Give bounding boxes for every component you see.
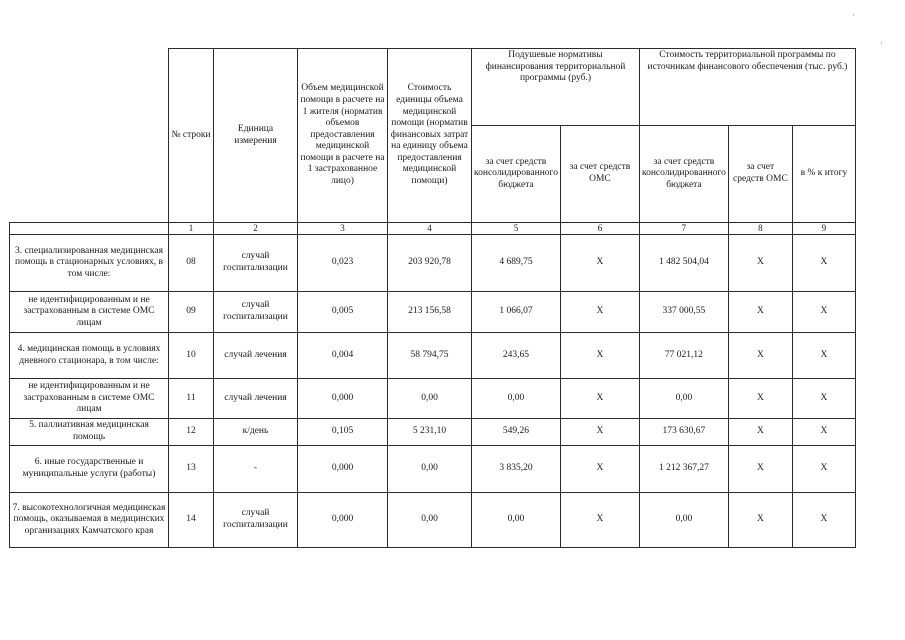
percent-cell: X — [792, 333, 855, 379]
scan-speck: · — [852, 10, 855, 20]
header-unit: Единица измерения — [214, 49, 298, 223]
cost-cell: 213 156,58 — [388, 292, 472, 333]
header-total-budget: за счет средств консолидированного бюджета — [639, 126, 728, 223]
unit-cell: случай госпитализации — [214, 493, 298, 548]
header-row-num: № строки — [169, 49, 214, 223]
column-number: 6 — [560, 223, 639, 235]
row-number: 10 — [169, 333, 214, 379]
row-label: не идентифицированным и не застрахованным в системе ОМС лицам — [10, 292, 169, 333]
column-number: 1 — [169, 223, 214, 235]
per-capita-oms-cell: X — [560, 493, 639, 548]
cost-cell: 203 920,78 — [388, 235, 472, 292]
per-capita-budget-cell: 549,26 — [472, 419, 561, 446]
total-budget-cell: 0,00 — [639, 493, 728, 548]
column-number: 3 — [298, 223, 388, 235]
header-program-cost-group: Стоимость территориальной программы по источникам финансового обеспечения (тыс. руб.) — [639, 49, 855, 126]
total-budget-cell: 77 021,12 — [639, 333, 728, 379]
header-row-top — [10, 49, 856, 126]
table-row — [10, 235, 856, 292]
row-label: 6. иные государственные и муниципальные услуги (работы) — [10, 446, 169, 493]
percent-cell: X — [792, 379, 855, 419]
table-row — [10, 292, 856, 333]
total-oms-cell: X — [728, 446, 792, 493]
unit-cell: к/день — [214, 419, 298, 446]
table-row — [10, 379, 856, 419]
unit-cell: случай госпитализации — [214, 235, 298, 292]
total-budget-cell: 337 000,55 — [639, 292, 728, 333]
column-number: 4 — [388, 223, 472, 235]
volume-cell: 0,000 — [298, 446, 388, 493]
cost-cell: 5 231,10 — [388, 419, 472, 446]
row-number: 09 — [169, 292, 214, 333]
per-capita-budget-cell: 4 689,75 — [472, 235, 561, 292]
table-row — [10, 493, 856, 548]
per-capita-budget-cell: 3 835,20 — [472, 446, 561, 493]
per-capita-oms-cell: X — [560, 446, 639, 493]
unit-cell: случай лечения — [214, 333, 298, 379]
total-oms-cell: X — [728, 235, 792, 292]
volume-cell: 0,000 — [298, 379, 388, 419]
row-label: не идентифицированным и не застрахованным в системе ОМС лицам — [10, 379, 169, 419]
table-row — [10, 419, 856, 446]
column-number: 8 — [728, 223, 792, 235]
per-capita-oms-cell: X — [560, 333, 639, 379]
total-budget-cell: 1 482 504,04 — [639, 235, 728, 292]
column-number: 7 — [639, 223, 728, 235]
per-capita-budget-cell: 243,65 — [472, 333, 561, 379]
row-label: 7. высокотехнологичная медицинская помощь, оказываемая в медицинских организациях Камчатского края — [10, 493, 169, 548]
percent-cell: X — [792, 292, 855, 333]
row-label: 5. паллиативная медицинская помощь — [10, 419, 169, 446]
cost-cell: 0,00 — [388, 493, 472, 548]
total-budget-cell: 173 630,67 — [639, 419, 728, 446]
percent-cell: X — [792, 493, 855, 548]
header-per-capita-oms: за счет средств ОМС — [560, 126, 639, 223]
scan-speck: · — [880, 38, 883, 48]
row-number: 13 — [169, 446, 214, 493]
row-label: 3. специализированная медицинская помощь в стационарных условиях, в том числе: — [10, 235, 169, 292]
per-capita-budget-cell: 0,00 — [472, 379, 561, 419]
row-label: 4. медицинская помощь в условиях дневного стационара, в том числе: — [10, 333, 169, 379]
total-budget-cell: 0,00 — [639, 379, 728, 419]
column-number: 9 — [792, 223, 855, 235]
table-row — [10, 446, 856, 493]
column-number: 2 — [214, 223, 298, 235]
unit-cell: случай лечения — [214, 379, 298, 419]
volume-cell: 0,000 — [298, 493, 388, 548]
header-per-capita-budget: за счет средств консолидированного бюджета — [472, 126, 561, 223]
row-number: 11 — [169, 379, 214, 419]
table-row — [10, 333, 856, 379]
unit-cell: - — [214, 446, 298, 493]
per-capita-oms-cell: X — [560, 379, 639, 419]
percent-cell: X — [792, 419, 855, 446]
percent-cell: X — [792, 235, 855, 292]
total-oms-cell: X — [728, 292, 792, 333]
total-oms-cell: X — [728, 493, 792, 548]
total-oms-cell: X — [728, 379, 792, 419]
per-capita-oms-cell: X — [560, 235, 639, 292]
per-capita-oms-cell: X — [560, 419, 639, 446]
column-number-row — [10, 223, 856, 235]
per-capita-budget-cell: 0,00 — [472, 493, 561, 548]
total-oms-cell: X — [728, 419, 792, 446]
cost-cell: 58 794,75 — [388, 333, 472, 379]
row-number: 08 — [169, 235, 214, 292]
header-cost: Стоимость единицы объема медицинской помощи (норматив финансовых затрат на единицу объема предоставления медицинской помощи) — [388, 49, 472, 223]
header-per-capita-group: Подушевые нормативы финансирования территориальной программы (руб.) — [472, 49, 640, 126]
unit-cell: случай госпитализации — [214, 292, 298, 333]
row-number: 12 — [169, 419, 214, 446]
volume-cell: 0,105 — [298, 419, 388, 446]
percent-cell: X — [792, 446, 855, 493]
total-budget-cell: 1 212 367,27 — [639, 446, 728, 493]
column-number-blank — [10, 223, 169, 235]
header-total-oms: за счет средств ОМС — [728, 126, 792, 223]
per-capita-oms-cell: X — [560, 292, 639, 333]
financing-table — [9, 48, 856, 548]
row-number: 14 — [169, 493, 214, 548]
header-percent: в % к итогу — [792, 126, 855, 223]
total-oms-cell: X — [728, 333, 792, 379]
header-blank — [10, 49, 169, 223]
cost-cell: 0,00 — [388, 446, 472, 493]
volume-cell: 0,023 — [298, 235, 388, 292]
per-capita-budget-cell: 1 066,07 — [472, 292, 561, 333]
column-number: 5 — [472, 223, 561, 235]
volume-cell: 0,004 — [298, 333, 388, 379]
header-volume: Объем медицинской помощи в расчете на 1 жителя (норматив объемов предоставления медицинской помощи в расчете на 1 застрахованное лицо) — [298, 49, 388, 223]
volume-cell: 0,005 — [298, 292, 388, 333]
cost-cell: 0,00 — [388, 379, 472, 419]
